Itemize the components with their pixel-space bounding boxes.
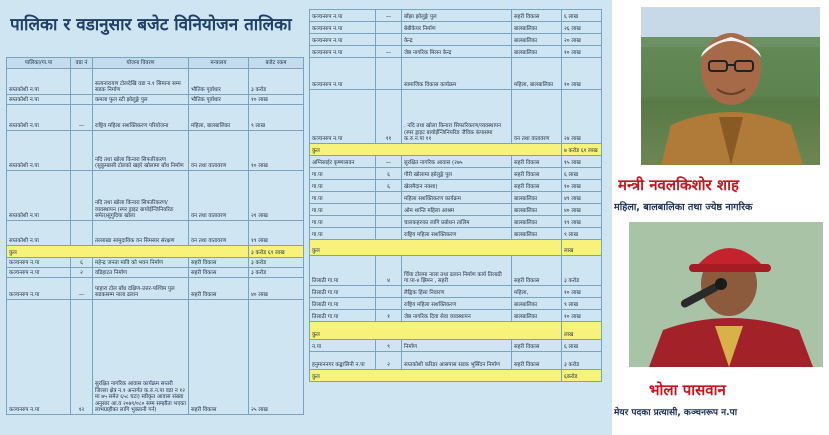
cell-budget: ६ लाख (562, 168, 602, 180)
cell-mantralaya: वन तथा वातावरण (189, 171, 249, 221)
cell-mantralaya: वन तथा वातावरण (189, 221, 249, 246)
cell-yojana: सामाजिक विकास कार्यक्रम (402, 58, 512, 90)
cell-ward: ११ (376, 90, 402, 144)
total-amount: ७ करोड ६१ लाख (562, 144, 602, 156)
cell-palika: कञ्चनरुप न.पा (310, 10, 376, 22)
total-row (310, 322, 602, 340)
cell-palika: सप्तकोशी न.पा (7, 105, 71, 131)
cell-ward: — (376, 156, 402, 168)
cell-palika: तिलाठी गा.पा (310, 298, 376, 310)
cell-palika: गा.पा (310, 192, 376, 204)
cell-mantralaya: सहरी विकास (189, 258, 249, 268)
cell-mantralaya: बालबालिका (512, 46, 562, 58)
cell-yojana: महिला सशक्तिकरण कार्यक्रम (402, 192, 512, 204)
cell-ward: २ (376, 352, 402, 370)
cell-yojana: राष्ट्रिय महिला सशक्तिकरण परियोजना (93, 105, 189, 131)
table-row (7, 69, 304, 95)
cell-mantralaya: सहरी विकास (512, 180, 562, 192)
cell-ward (71, 69, 93, 95)
table-row (7, 278, 304, 300)
cell-palika: कञ्चनरुप न.पा (7, 300, 71, 415)
cell-palika: हनुमाननगर कङ्कालिनी न.पा (310, 352, 376, 370)
total-row (310, 144, 602, 156)
minister-photo (641, 7, 820, 165)
cell-budget: १० लाख (562, 180, 602, 192)
total-label: कुल (310, 144, 562, 156)
cell-ward: ६ (376, 180, 402, 192)
cell-palika: तिलाठी गा.पा (310, 286, 376, 298)
cell-ward (71, 221, 93, 246)
total-row (310, 370, 602, 382)
table-row (310, 22, 602, 34)
cell-ward: १२ (71, 300, 93, 415)
total-row (7, 246, 304, 258)
cell-ward (376, 204, 402, 216)
cell-yojana: जेष्ठ नागरिक दिवा सेवा व्यवस्थापन (402, 310, 512, 322)
cell-mantralaya: वन तथा वातावरण (512, 90, 562, 144)
cell-budget: ३ करोड (249, 268, 304, 278)
cell-ward: ६ (376, 168, 402, 180)
table-row (310, 180, 602, 192)
table-row (310, 286, 602, 298)
cell-mantralaya: बालबालिका (512, 204, 562, 216)
cell-yojana: लैङ्गिक हिंसा निवारण (402, 286, 512, 298)
minister-portrait-icon (641, 7, 820, 165)
cell-budget: १० लाख (562, 310, 602, 322)
total-amount: ३ करोड ६९ लाख (249, 246, 304, 258)
cell-yojana: सत्यनारायण टोलदेखि वडा न.१ सिमाना सम्म सडक निर्माण (93, 69, 189, 95)
cell-palika: सप्तकोशी न.पा (7, 69, 71, 95)
cell-yojana: पाहारा टोल बाँध दक्षिण-उत्तर-पश्चिम पुल सडकसम्म नाला ढलान (93, 278, 189, 300)
cell-budget: २४ लाख (562, 90, 602, 144)
table-row (7, 95, 304, 105)
cell-palika: सप्तकोशी न.पा (7, 171, 71, 221)
cell-budget: ३ करोड (249, 258, 304, 268)
cell-yojana: राष्ट्रिय महिला सशक्तिकरण (402, 228, 512, 240)
candidate-portrait-icon (629, 222, 823, 367)
cell-ward: — (71, 105, 93, 131)
cell-ward (376, 228, 402, 240)
table-row (310, 46, 602, 58)
cell-budget: १५ लाख (562, 156, 602, 168)
cell-palika: गा.पा (310, 180, 376, 192)
cell-yojana: राष्ट्रिय महिला सशक्तिकरण (402, 298, 512, 310)
cell-palika: अग्निसाईर कृष्णासवन (310, 156, 376, 168)
cell-mantralaya: सहरी विकास (512, 256, 562, 286)
cell-mantralaya: सहरी विकास (512, 168, 562, 180)
cell-yojana: सुरक्षित नागरिक आवास (२७५ (402, 156, 512, 168)
total-amount: लाख (562, 322, 602, 340)
total-row (310, 240, 602, 256)
cell-palika: न.पा (310, 340, 376, 352)
cell-palika: सप्तकोशी न.पा (7, 131, 71, 171)
cell-yojana: ओम शान्ति महिला आश्रम (402, 204, 512, 216)
cell-ward (376, 298, 402, 310)
total-amount: ६करोड (562, 370, 602, 382)
cell-yojana: तल्लाखा सामुदायिक वन सिमसार संरक्षण (93, 221, 189, 246)
table-row (310, 310, 602, 322)
cell-palika: कञ्चनरुप न.पा (310, 90, 376, 144)
cell-mantralaya: सहरी विकास (189, 268, 249, 278)
table-row (310, 34, 602, 46)
table-row (310, 90, 602, 144)
table-row (310, 192, 602, 204)
cell-yojana: गौरी खोलामा झोलुङ्गे पुल (402, 168, 512, 180)
cell-mantralaya: सहरी विकास (189, 300, 249, 415)
minister-name: मन्त्री नवलकिशोर शाह (618, 176, 739, 194)
header-budget: बजेट रकम (249, 58, 304, 69)
cell-yojana: नदि तथा खोला किनारा सिफारिकरण/व्यवस्थापन (स्पर ड्राइट बायोईन्जिनियरिङ समेत)सुगुदिया खोला (93, 171, 189, 221)
cell-mantralaya: महिला, बालबालिका (189, 105, 249, 131)
table-row (310, 168, 602, 180)
cell-budget: ३ करोड (562, 256, 602, 286)
cell-ward: — (376, 46, 402, 58)
cell-budget: १० लाख (249, 95, 304, 105)
cell-ward (71, 171, 93, 221)
candidate-name: भोला पासवान (649, 381, 726, 399)
cell-ward: — (71, 278, 93, 300)
cell-mantralaya: बालबालिका (512, 228, 562, 240)
cell-mantralaya: बालबालिका (512, 192, 562, 204)
cell-palika: गा.पा (310, 228, 376, 240)
cell-budget: ६ लाख (562, 340, 602, 352)
cell-mantralaya: बालबालिका (512, 34, 562, 46)
total-label: कुल (310, 322, 562, 340)
cell-mantralaya: महिला, (512, 286, 562, 298)
cell-budget: ९ लाख (562, 228, 602, 240)
cell-budget: १९ लाख (249, 221, 304, 246)
cell-mantralaya: सहरी विकास (512, 352, 562, 370)
table-row (310, 256, 602, 286)
cell-yojana: सप्तकोशी करिडर आसपास सडक भूसिँदन निर्माण (402, 352, 512, 370)
cell-yojana: जेष्ठ नागरिक मिलन केन्द्र (402, 46, 512, 58)
cell-ward (376, 286, 402, 298)
header-ward: वडा नं (71, 58, 93, 69)
cell-yojana: वडिहाटत निर्माण (93, 268, 189, 278)
cell-budget: २१ लाख (249, 171, 304, 221)
cell-palika: गा.पा (310, 168, 376, 180)
cell-ward (71, 95, 93, 105)
candidate-title: मेयर पदका प्रत्यासी, कञ्चनरूप न.पा (614, 408, 738, 418)
table-row (310, 298, 602, 310)
cell-palika: गा.पा (310, 216, 376, 228)
table-row (310, 156, 602, 168)
cell-palika: कञ्चनरुप न.पा (7, 278, 71, 300)
cell-palika: कञ्चनरुप न.पा (7, 268, 71, 278)
cell-yojana: सुरक्षित नागरिक आवास कार्यक्रम सप्तरी जिल्ला क्षेत्र न.१ अन्तर्गत क.रु.न.पा वडा न १२ मा ७५ समेत ६५८ घटा) स्वीकृत आवास संख्या अनुसार आ.व २०७९/०८० सम्म सम्झौता भएका लाभग्राहीका लागि भुक्तानी गर्न) (93, 300, 189, 415)
cell-mantralaya: सहरी विकास (512, 156, 562, 168)
cell-mantralaya: बालबालिका (512, 298, 562, 310)
table-row (7, 131, 304, 171)
cell-mantralaya: भौतिक पूर्वाधार (189, 69, 249, 95)
cell-ward (376, 192, 402, 204)
table-row (310, 228, 602, 240)
cell-ward: २ (71, 268, 93, 278)
cell-mantralaya: सहरी विकास (512, 340, 562, 352)
cell-budget: १९ लाख (562, 216, 602, 228)
cell-palika: गा.पा (310, 204, 376, 216)
table-row (310, 216, 602, 228)
cell-yojana: निर्माण (402, 340, 512, 352)
cell-palika: तिलाठी गा.पा (310, 310, 376, 322)
cell-yojana: . नदि तथा खोला किनारा सिफारिकरण/व्यवस्थापन (स्पर ड्राइट बायोईन्जिनियरिङ जैविक कंपासमा क.रु.न.पा ११ (402, 90, 512, 144)
table-row (310, 352, 602, 370)
cell-palika: सप्तकोशी न.पा (7, 221, 71, 246)
table-row (310, 10, 602, 22)
table-row (7, 105, 304, 131)
page-title: पालिका र वडानुसार बजेट विनियोजन तालिका (10, 15, 292, 35)
cell-ward (376, 34, 402, 46)
cell-mantralaya: सहरी विकास (189, 278, 249, 300)
cell-mantralaya: महिला, बालबालिका (512, 58, 562, 90)
cell-ward: ४ (376, 256, 402, 286)
cell-yojana: चालकहरुका लागि प्रबोधन तालिम (402, 216, 512, 228)
table-row (7, 268, 304, 278)
header-palika: पालिका/गा.पा (7, 58, 71, 69)
cell-budget: १० लाख (249, 131, 304, 171)
minister-title: महिला, बालबालिका तथा ज्येष्ठ नागरिक (614, 202, 753, 213)
cell-mantralaya: बालबालिका (512, 216, 562, 228)
table-row (310, 204, 602, 216)
cell-budget: २६ लाख (562, 22, 602, 34)
cell-budget: ३ करोड (562, 352, 602, 370)
cell-yojana: नदि तथा खोला किनारा सिफारिकरण (सुकुम्बासी टोलको खहरे खोलामा बाँध निर्माण (93, 131, 189, 171)
cell-budget: ४० लाख (562, 204, 602, 216)
total-amount: लाख (562, 240, 602, 256)
cell-budget: १० लाख (562, 58, 602, 90)
cell-mantralaya: वन तथा वातावरण (189, 131, 249, 171)
cell-palika: कञ्चनरुप न.पा (7, 258, 71, 268)
cell-budget: २० लाख (562, 34, 602, 46)
photo-panel (612, 0, 829, 435)
cell-budget: २५ लाख (249, 300, 304, 415)
cell-ward: १ (376, 310, 402, 322)
cell-mantralaya: सहरी विकास (512, 10, 562, 22)
table-row (310, 340, 602, 352)
cell-yojana: कमला फुल स्टी झोलुङ्गे पुल (93, 95, 189, 105)
table-row (7, 171, 304, 221)
cell-palika: कञ्चनरुप न.पा (310, 58, 376, 90)
cell-ward (376, 22, 402, 34)
right-budget-table (309, 9, 602, 382)
table-row (310, 58, 602, 90)
table-header-row (7, 58, 304, 69)
cell-mantralaya: बालबालिका (512, 22, 562, 34)
cell-ward (376, 58, 402, 90)
table-row (7, 258, 304, 268)
cell-palika: सप्तकोशी न.पा (7, 95, 71, 105)
cell-palika: तिलाठी गा.पा (310, 256, 376, 286)
candidate-photo (629, 222, 823, 367)
cell-ward: ९ (376, 340, 402, 352)
cell-ward (376, 216, 402, 228)
cell-mantralaya: बालबालिका (512, 310, 562, 322)
cell-budget: ३ करोड (249, 69, 304, 95)
cell-budget: ६ लाख (562, 10, 602, 22)
cell-palika: कञ्चनरुप न.पा (310, 34, 376, 46)
left-budget-table (6, 57, 304, 415)
cell-yojana: खेलमैदान नक्शा) (402, 180, 512, 192)
cell-ward (71, 131, 93, 171)
cell-ward: — (376, 10, 402, 22)
cell-yojana: बाँझा झोलुङ्गे पुल (402, 10, 512, 22)
cell-budget: १० लाख (562, 286, 602, 298)
total-label: कुल (310, 370, 562, 382)
cell-budget: ४० लाख (249, 278, 304, 300)
cell-mantralaya: भौतिक पूर्वाधार (189, 95, 249, 105)
cell-yojana: महेन्द्र जनता मावि को भवन निर्माण (93, 258, 189, 268)
header-yojana: योजना विवरण (93, 58, 189, 69)
cell-yojana: केन्द्र (402, 34, 512, 46)
header-mantralaya: मन्त्रालय (189, 58, 249, 69)
table-row (7, 300, 304, 415)
cell-budget: ४९ लाख (562, 192, 602, 204)
cell-palika: कञ्चनरुप न.पा (310, 22, 376, 34)
cell-palika: कञ्चनरुप न.पा (310, 46, 376, 58)
total-label: कुल (310, 240, 562, 256)
total-label: कुल (7, 246, 249, 258)
cell-ward: ६ (71, 258, 93, 268)
cell-yojana: चिँया टोलमा नाला तथा ढलान निर्माण कार्य तिलाठी गा.पा-४ झिमन , सहरी (402, 256, 512, 286)
cell-budget: १० लाख (562, 46, 602, 58)
cell-budget: ९ लाख (249, 105, 304, 131)
cell-budget: ९ लाख (562, 298, 602, 310)
cell-yojana: बेबीकेयर निर्माण (402, 22, 512, 34)
table-row (7, 221, 304, 246)
